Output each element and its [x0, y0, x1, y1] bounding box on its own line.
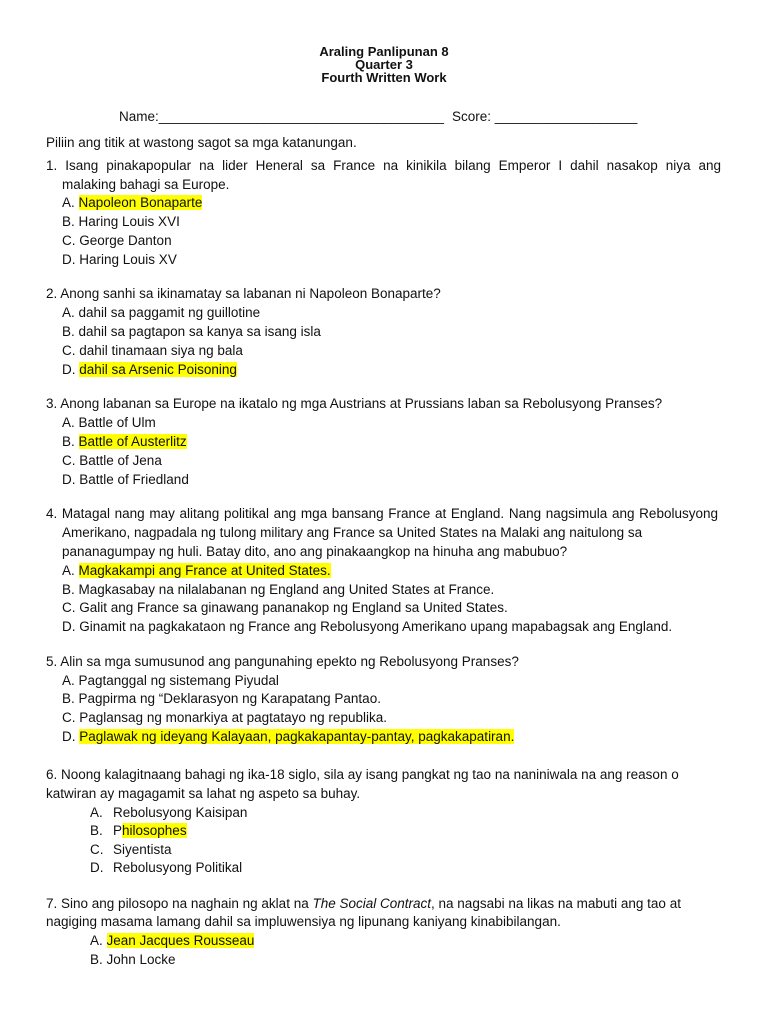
- q3-option-b: B. Battle of Austerlitz: [62, 434, 187, 449]
- question-4-text-cont2: pananagumpay ng huli. Batay dito, ano ang pinakaangkop na hinuha ang mabubuo?: [62, 544, 568, 559]
- instructions: Piliin ang titik at wastong sagot sa mga katanungan.: [46, 135, 357, 150]
- q2-option-a: A. dahil sa paggamit ng guillotine: [62, 305, 261, 320]
- q1-option-b: B. Haring Louis XVI: [62, 214, 180, 229]
- question-6-text-cont: katwiran ay magagamit sa lahat ng aspeto sa buhay.: [46, 786, 361, 801]
- question-2-text: 2. Anong sanhi sa ikinamatay sa labanan ni Napoleon Bonaparte?: [46, 286, 441, 301]
- q6-option-b: B. Philosophes: [90, 823, 187, 838]
- q2-option-d: D. dahil sa Arsenic Poisoning: [62, 362, 237, 377]
- score-field: Score: ___________________: [452, 109, 638, 124]
- q4-option-c: C. Galit ang France sa ginawang pananakop ng England sa United States.: [62, 600, 508, 615]
- question-1-text-cont: malaking bahagi sa Europe.: [62, 177, 230, 192]
- question-7-text-cont: nagiging masama lamang dahil sa impluwensiya ng lipunang kaniyang kinabibilangan.: [46, 914, 561, 929]
- question-7-text: 7. Sino ang pilosopo na naghain ng aklat na The Social Contract, na nagsabi na likas na mabuti ang tao at: [46, 896, 681, 911]
- q2-option-b: B. dahil sa pagtapon sa kanya sa isang isla: [62, 324, 321, 339]
- question-4-text: 4. Matagal nang may alitang politikal ang mga bansang France at England. Nang nagsimula ang Rebolusyong: [46, 506, 718, 521]
- q7-option-a: A. Jean Jacques Rousseau: [90, 933, 255, 948]
- q6-option-a: A. Rebolusyong Kaisipan: [90, 805, 248, 820]
- q6-option-d: D. Rebolusyong Politikal: [90, 860, 243, 875]
- q1-option-a: A. Napoleon Bonaparte: [62, 195, 203, 210]
- quarter-title: Quarter 3: [355, 57, 413, 72]
- q5-option-d: D. Paglawak ng ideyang Kalayaan, pagkakapantay-pantay, pagkakapatiran.: [62, 729, 515, 744]
- work-title: Fourth Written Work: [321, 70, 447, 85]
- subject-title: Araling Panlipunan 8: [319, 44, 449, 59]
- q1-option-c: C. George Danton: [62, 233, 172, 248]
- q7-option-b: B. John Locke: [90, 952, 176, 967]
- q2-option-c: C. dahil tinamaan siya ng bala: [62, 343, 243, 358]
- q5-option-c: C. Paglansag ng monarkiya at pagtatayo ng republika.: [62, 710, 387, 725]
- question-4-text-cont: Amerikano, nagpadala ng tulong military ang France sa United States na Malaki ang naitulong sa: [62, 525, 643, 540]
- question-1-text: 1. Isang pinakapopular na lider Heneral sa France na kinikila bilang Emperor I dahil nasakop niya ang: [46, 158, 721, 173]
- q6-option-c: C. Siyentista: [90, 842, 172, 857]
- q5-option-a: A. Pagtanggal ng sistemang Piyudal: [62, 673, 279, 688]
- question-6-text: 6. Noong kalagitnaang bahagi ng ika-18 siglo, sila ay isang pangkat ng tao na naniniwala na ang reason o: [46, 767, 679, 782]
- q3-option-a: A. Battle of Ulm: [62, 415, 156, 430]
- name-field: Name:______________________________________: [119, 109, 445, 124]
- q4-option-d: D. Ginamit na pagkakataon ng France ang Rebolusyong Amerikano upang mapabagsak ang England.: [62, 619, 673, 634]
- q4-option-b: B. Magkasabay na nilalabanan ng England ang United States at France.: [62, 582, 495, 597]
- q4-option-a: A. Magkakampi ang France at United States.: [62, 563, 331, 578]
- q3-option-c: C. Battle of Jena: [62, 453, 162, 468]
- q5-option-b: B. Pagpirma ng “Deklarasyon ng Karapatang Pantao.: [62, 691, 381, 706]
- q1-option-d: D. Haring Louis XV: [62, 252, 177, 267]
- q3-option-d: D. Battle of Friedland: [62, 472, 189, 487]
- question-5-text: 5. Alin sa mga sumusunod ang pangunahing epekto ng Rebolusyong Pranses?: [46, 654, 519, 669]
- question-3-text: 3. Anong labanan sa Europe na ikatalo ng mga Austrians at Prussians laban sa Rebolusyong Pranses?: [46, 396, 663, 411]
